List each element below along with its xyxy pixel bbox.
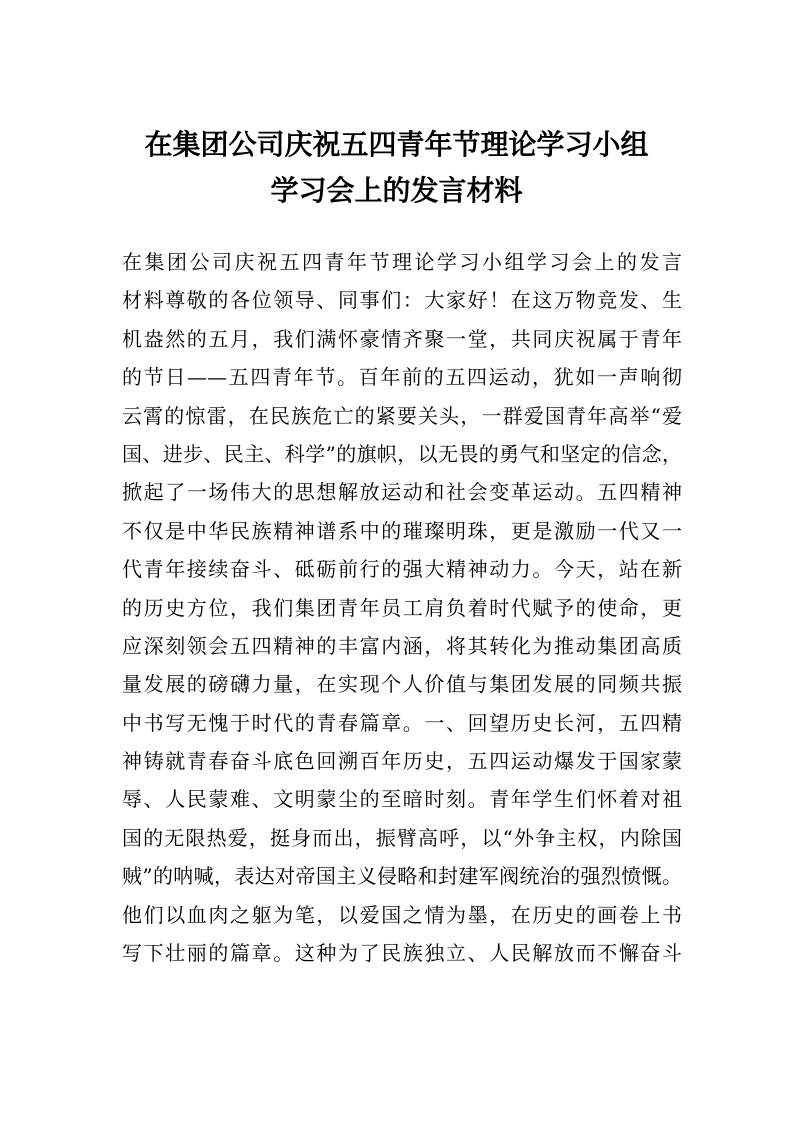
body-line: 机盎然的五月，我们满怀豪情齐聚一堂，共同庆祝属于青年 <box>122 326 682 351</box>
body-line: 中书写无愧于时代的青春篇章。一、回望历史长河，五四精 <box>122 710 682 735</box>
body-line: 不仅是中华民族精神谱系中的璀璨明珠，更是激励一代又一 <box>122 518 682 543</box>
title-line: 学习会上的发言材料 <box>270 174 523 207</box>
body-line: 写下壮丽的篇章。这种为了民族独立、人民解放而不懈奋斗 <box>122 941 682 966</box>
body-line: 神铸就青春奋斗底色回溯百年历史，五四运动爆发于国家蒙 <box>122 749 682 774</box>
body-line: 云霄的惊雷，在民族危亡的紧要关头，一群爱国青年高举“爱 <box>122 403 682 428</box>
body-line: 在集团公司庆祝五四青年节理论学习小组学习会上的发言 <box>122 250 682 274</box>
body-line: 贼”的呐喊，表达对帝国主义侵略和封建军阀统治的强烈愤慨。 <box>122 864 682 889</box>
body-line: 的历史方位，我们集团青年员工肩负着时代赋予的使命，更 <box>122 595 682 620</box>
body-line: 材料尊敬的各位领导、同事们：大家好！在这万物竞发、生 <box>122 288 682 313</box>
title-line: 在集团公司庆祝五四青年节理论学习小组 <box>144 128 649 161</box>
body-line: 的节日——五四青年节。百年前的五四运动，犹如一声响彻 <box>122 365 682 390</box>
body-line: 他们以血肉之躯为笔，以爱国之情为墨，在历史的画卷上书 <box>122 902 682 927</box>
body-line: 辱、人民蒙难、文明蒙尘的至暗时刻。青年学生们怀着对祖 <box>122 787 682 812</box>
body-line: 代青年接续奋斗、砥砺前行的强大精神动力。今天，站在新 <box>122 557 682 582</box>
document-title <box>0 122 793 214</box>
body-line: 量发展的磅礴力量，在实现个人价值与集团发展的同频共振 <box>122 672 682 697</box>
body-line: 应深刻领会五四精神的丰富内涵，将其转化为推动集团高质 <box>122 633 682 658</box>
document-body <box>122 243 682 972</box>
body-line: 国的无限热爱，挺身而出，振臂高呼，以“外争主权，内除国 <box>122 825 682 850</box>
body-line: 国、进步、民主、科学”的旗帜，以无畏的勇气和坚定的信念， <box>122 441 682 466</box>
body-line: 掀起了一场伟大的思想解放运动和社会变革运动。五四精神 <box>122 480 682 505</box>
